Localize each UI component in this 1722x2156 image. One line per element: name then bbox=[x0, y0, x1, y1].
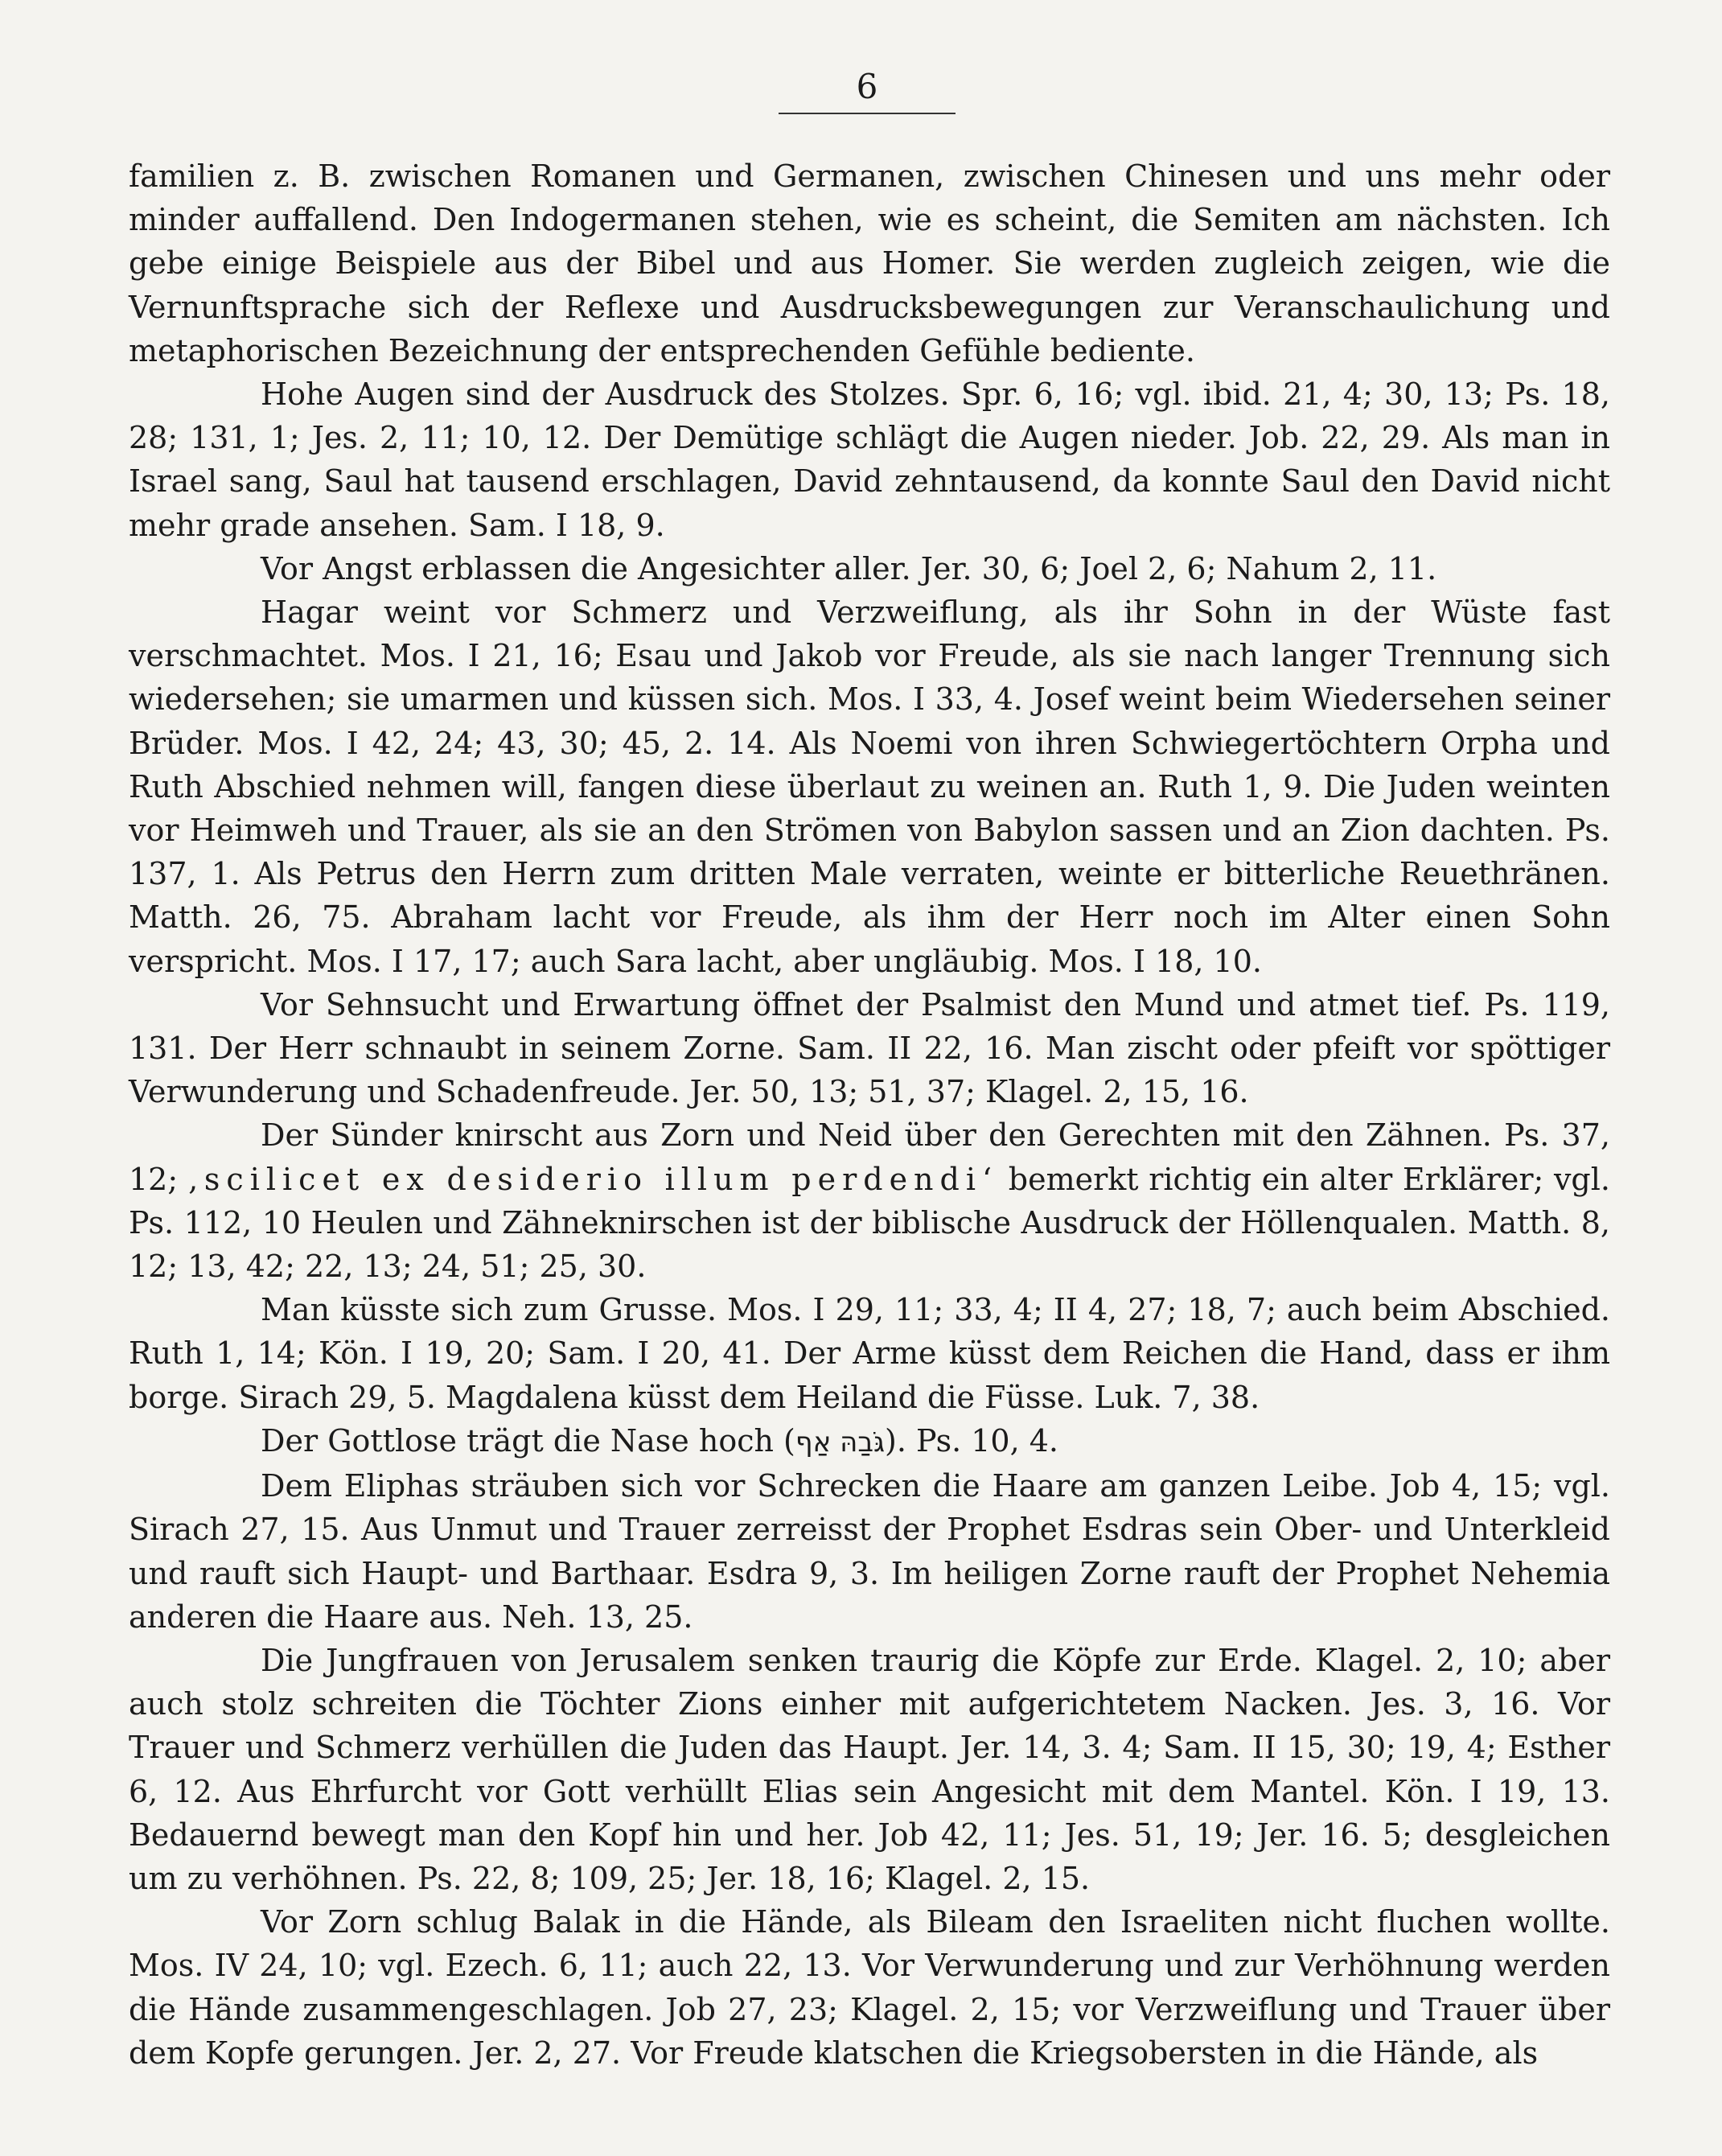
paragraph-8 bbox=[129, 1419, 1610, 1464]
paragraph-6 bbox=[129, 1113, 1610, 1288]
paragraph-9: Dem Eliphas sträuben sich vor Schrecken die Haare am ganzen Leibe. Job 4, 15; vgl. Sirach 27, 15. Aus Unmut und Trauer zerreisst der Prophet Esdras sein Ober- und Unterkleid und rauft sich Haupt- und Barthaar. Esdra 9, 3. Im heiligen Zorne rauft der Prophet Nehemia anderen die Haare aus. Neh. 13, 25. bbox=[129, 1468, 1610, 1635]
paragraph-1: familien z. B. zwischen Romanen und Germanen, zwischen Chinesen und uns mehr oder minder auffallend. Den Indogermanen stehen, wie es scheint, die Semiten am nächsten. Ich gebe einige Beispiele aus der Bibel und aus Homer. Sie werden zugleich zeigen, wie die Vernunftsprache sich der Reflexe und Ausdrucksbewegungen zur Veranschaulichung und metaphorischen Bezeichnung der entsprechenden Gefühle bediente. bbox=[129, 158, 1610, 368]
body-text bbox=[129, 154, 1610, 2075]
paragraph-10: Die Jungfrauen von Jerusalem senken traurig die Köpfe zur Erde. Klagel. 2, 10; aber auch stolz schreiten die Töchter Zions einher mit aufgerichtetem Nacken. Jes. 3, 16. Vor Trauer und Schmerz verhüllen die Juden das Haupt. Jer. 14, 3. 4; Sam. II 15, 30; 19, 4; Esther 6, 12. Aus Ehrfurcht vor Gott verhüllt Elias sein Angesicht mit dem Mantel. Kön. I 19, 13. Bedauernd bewegt man den Kopf hin und her. Job 42, 11; Jes. 51, 19; Jer. 16. 5; desgleichen um zu verhöhnen. Ps. 22, 8; 109, 25; Jer. 18, 16; Klagel. 2, 15. bbox=[129, 1642, 1610, 1896]
paragraph-4: Hagar weint vor Schmerz und Verzweiflung, als ihr Sohn in der Wüste fast verschmachtet. Mos. I 21, 16; Esau und Jakob vor Freude, als sie nach langer Trennung sich wiedersehen; sie umarmen und küssen sich. Mos. I 33, 4. Josef weint beim Wiedersehen seiner Brüder. Mos. I 42, 24; 43, 30; 45, 2. 14. Als Noemi von ihren Schwiegertöchtern Orpha und Ruth Abschied nehmen will, fangen diese überlaut zu weinen an. Ruth 1, 9. Die Juden weinten vor Heimweh und Trauer, als sie an den Strömen von Babylon sassen und an Zion dachten. Ps. 137, 1. Als Petrus den Herrn zum dritten Male verraten, weinte er bitterliche Reuethränen. Matth. 26, 75. Abraham lacht vor Freude, als ihm der Herr noch im Alter einen Sohn verspricht. Mos. I 17, 17; auch Sara lacht, aber ungläubig. Mos. I 18, 10. bbox=[129, 595, 1610, 979]
paragraph-2: Hohe Augen sind der Ausdruck des Stolzes. Spr. 6, 16; vgl. ibid. 21, 4; 30, 13; Ps. 18, 28; 131, 1; Jes. 2, 11; 10, 12. Der Demütige schlägt die Augen nieder. Job. 22, 29. Als man in Israel sang, Saul hat tausend erschlagen, David zehntausend, da konnte Saul den David nicht mehr grade ansehen. Sam. I 18, 9. bbox=[129, 376, 1610, 543]
page-number-rule bbox=[779, 113, 956, 114]
page-number: 6 bbox=[856, 67, 878, 106]
paragraph-6-part-1: Der Sünder knirscht aus Zorn und Neid über den Gerechten mit den Zähnen. Ps. 37, 12; bbox=[129, 1117, 1610, 1197]
paragraph-7: Man küsste sich zum Grusse. Mos. I 29, 11; 33, 4; II 4, 27; 18, 7; auch beim Abschied. Ruth 1, 14; Kön. I 19, 20; Sam. I 20, 41. Der Arme küsst dem Reichen die Hand, dass er ihm borge. Sirach 29, 5. Magdalena küsst dem Heiland die Füsse. Luk. 7, 38. bbox=[129, 1292, 1610, 1415]
hebrew-phrase: גֹּבַהּ אַף bbox=[795, 1426, 886, 1459]
paragraph-3: Vor Angst erblassen die Angesichter aller. Jer. 30, 6; Joel 2, 6; Nahum 2, 11. bbox=[261, 550, 1437, 586]
paragraph-5: Vor Sehnsucht und Erwartung öffnet der Psalmist den Mund und atmet tief. Ps. 119, 131. Der Herr schnaubt in seinem Zorne. Sam. II 22, 16. Man zischt oder pfeift vor spöttiger Verwunderung und Schadenfreude. Jer. 50, 13; 51, 37; Klagel. 2, 15, 16. bbox=[129, 986, 1610, 1110]
paragraph-8-part-1: Der Gottlose trägt die Nase hoch ( bbox=[261, 1422, 795, 1459]
paragraph-6-part-2: bemerkt richtig ein alter Erklärer; vgl. Ps. 112, 10 Heulen und Zähneknirschen ist der biblische Ausdruck der Höllenqualen. Matth. 8, 12; 13, 42; 22, 13; 24, 51; 25, 30. bbox=[129, 1161, 1610, 1285]
paragraph-11: Vor Zorn schlug Balak in die Hände, als Bileam den Israeliten nicht fluchen wollte. Mos. IV 24, 10; vgl. Ezech. 6, 11; auch 22, 13. Vor Verwunderung und zur Verhöhnung werden die Hände zusammengeschlagen. Job 27, 23; Klagel. 2, 15; vor Verzweiflung und Trauer über dem Kopfe gerungen. Jer. 2, 27. Vor Freude klatschen die Kriegsobersten in die Hände, als bbox=[129, 1904, 1610, 2071]
latin-quote: ‚scilicet ex desiderio illum perdendi‘ bbox=[187, 1161, 999, 1197]
paragraph-8-part-2: ). Ps. 10, 4. bbox=[885, 1422, 1059, 1459]
